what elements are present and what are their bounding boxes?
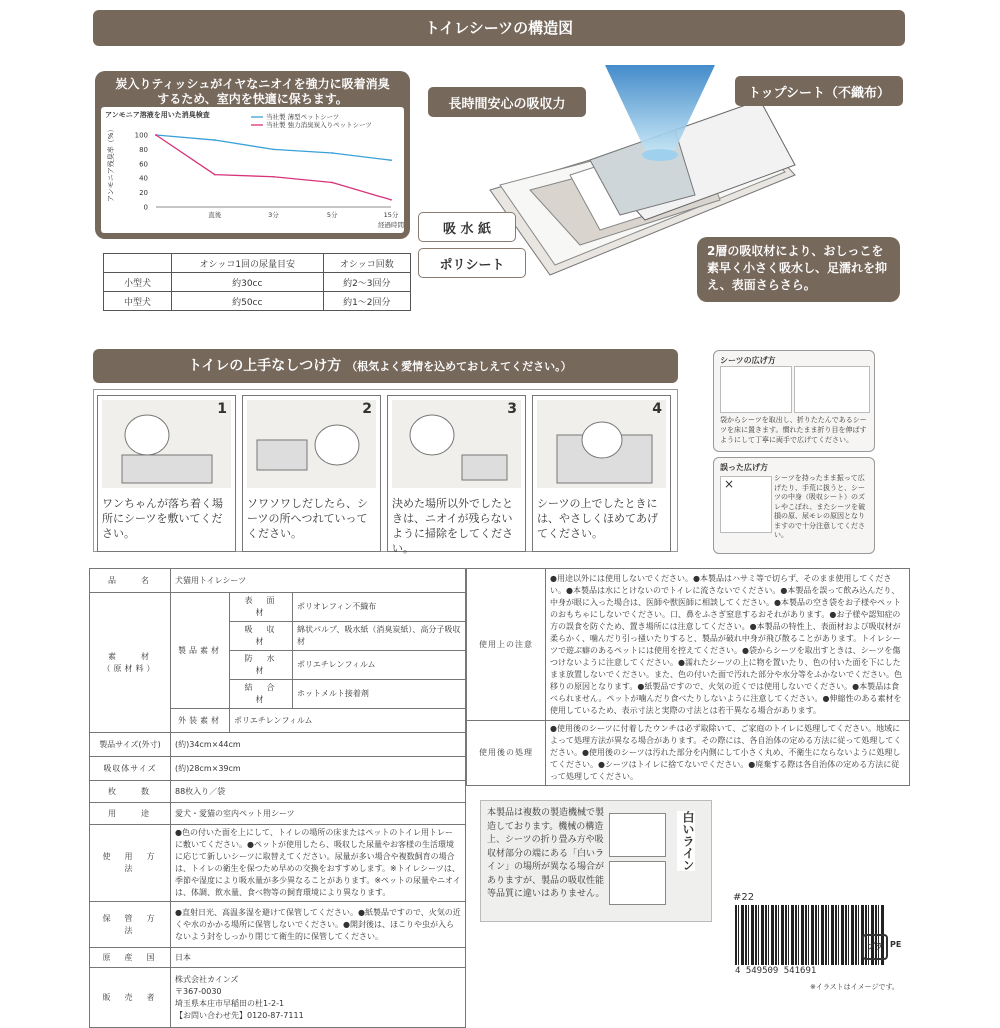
urine-table-header: オシッコ回数 — [323, 254, 410, 273]
step-number: 4 — [652, 401, 662, 417]
dog-illustration — [392, 400, 521, 488]
y-tick-label: 20 — [139, 189, 148, 198]
spec-label: 使用後の処理 — [467, 721, 546, 786]
spec-value: 88枚入り／袋 — [171, 781, 466, 803]
recycle-mark-text: プラ — [867, 942, 883, 951]
table-cell: 約2〜3回分 — [323, 273, 410, 292]
step-text: ワンちゃんが落ち着く場所にシーツを敷いてください。 — [102, 497, 223, 540]
x-tick-label: 15分 — [383, 211, 399, 219]
spec-label: 吸収体サイズ — [90, 757, 171, 781]
white-line-notice — [480, 800, 712, 922]
seller-postal: 〒367-0030 — [175, 986, 222, 996]
spec-label: 表 面 材 — [230, 593, 293, 622]
data-point — [214, 139, 216, 141]
spec-label: 販 売 者 — [90, 968, 171, 1028]
step-number: 3 — [507, 401, 517, 417]
training-title-bar — [93, 349, 678, 383]
step-number: 2 — [362, 401, 372, 417]
seller-address: 埼玉県本庄市早稲田の杜1-2-1 — [175, 998, 285, 1008]
spec-value: 綿状パルプ、吸水紙（消臭炭紙）、高分子吸収材 — [293, 622, 466, 651]
data-point — [273, 176, 275, 178]
spec-value: ポリオレフィン不織布 — [293, 593, 466, 622]
spec-label: 使 用 方 法 — [90, 825, 171, 902]
x-tick-label: 3分 — [268, 211, 279, 219]
spec-label: 枚 数 — [90, 781, 171, 803]
dog-illustration — [102, 400, 231, 488]
spec-label: 品 名 — [90, 569, 171, 593]
urine-table-header: オシッコ1回の尿量目安 — [172, 254, 324, 273]
training-step-1 — [97, 395, 236, 552]
y-axis-label: アンモニア残臭率（%） — [107, 125, 115, 202]
spec-value: ポリエチレンフィルム — [293, 651, 466, 680]
series-line — [156, 135, 391, 200]
spec-label: 外装素材 — [171, 709, 230, 733]
spread-illustration — [720, 366, 792, 413]
y-tick-label: 80 — [139, 145, 148, 154]
x-tick-label: 5分 — [326, 211, 338, 219]
spec-label: 結 合 材 — [230, 680, 293, 709]
material-sub-label: （原材料） — [102, 663, 158, 673]
table-cell: 中型犬 — [104, 292, 172, 311]
recycle-mark-icon — [862, 934, 888, 960]
y-tick-label: 100 — [134, 131, 148, 140]
wrong-spread-panel — [713, 457, 875, 554]
seller-contact: 【お問い合わせ先】0120-87-7111 — [175, 1010, 304, 1020]
spec-table-left — [89, 568, 466, 1028]
spec-value: (約)34cm×44cm — [171, 733, 466, 757]
spec-value: 犬猫用トイレシーツ — [171, 569, 466, 593]
product-code: #22 — [733, 892, 755, 903]
spec-label: 用 途 — [90, 803, 171, 825]
top-sheet-label: トップシート（不織布） — [735, 76, 903, 106]
training-step-4 — [532, 395, 671, 552]
training-subtitle: （根気よく愛情を込めておしえてください。） — [346, 360, 572, 373]
spec-value: 愛犬・愛猫の室内ペット用シーツ — [171, 803, 466, 825]
step-text: 決めた場所以外でしたときは、ニオイが残らないように掃除をしてください。 — [392, 497, 513, 555]
chart-panel — [101, 107, 404, 233]
data-point — [273, 149, 275, 151]
data-point — [331, 152, 333, 154]
illustration-note: ※イラストはイメージです。 — [810, 983, 899, 991]
table-cell: 小型犬 — [104, 273, 172, 292]
deodor-panel — [95, 71, 410, 239]
training-step-3 — [387, 395, 526, 555]
table-cell: 約1〜2回分 — [323, 292, 410, 311]
urine-table-header — [104, 254, 172, 273]
data-point — [331, 182, 333, 184]
spec-label: 製品素材 — [171, 593, 230, 709]
legend-label: 当社製 強力消臭炭入りペットシーツ — [266, 121, 372, 129]
y-tick-label: 0 — [143, 203, 148, 212]
sheet-diagram — [609, 813, 666, 857]
step-text: ソワソワしだしたら、シーツの所へつれていってください。 — [247, 497, 368, 540]
urine-table — [103, 253, 411, 311]
x-tick-label: 直後 — [208, 211, 222, 219]
spread-text: 袋からシーツを取出し、折りたたんであるシーツを床に置きます。慣れたまま折り目を伸ばすようにして丁寧に両手で広げてください。 — [720, 416, 867, 444]
spec-value: ●色の付いた面を上にして、トイレの場所の床またはペットのトイレ用トレーに敷いてください。●ペットが使用したら、吸収した尿量やお客様の生活環境に応じて新しいシーツに取替えてください。尿量が多い場合や複数飼育の場合は、トイレの衛生を保つため早めの交換をおすすめします。※トイレシーツは、季節や湿度により吸水量が多少異なることがあります。※ペットの尿量やニオイは、体調、飲水量、食べ物等の飼育環境により異なります。 — [171, 825, 466, 902]
dog-illustration — [537, 400, 666, 488]
recycle-sub: PE — [890, 940, 902, 949]
wrong-spread-illustration — [720, 476, 772, 533]
seller-name: 株式会社カインズ — [175, 974, 239, 984]
spec-label — [90, 593, 171, 733]
chart-title: アンモニア溶液を用いた消臭検査 — [105, 111, 210, 119]
data-point — [155, 134, 157, 136]
spec-value: 日本 — [171, 948, 466, 968]
training-title: トイレの上手なしつけ方 — [188, 358, 342, 374]
spec-value: ●用途以外には使用しないでください。●本製品はハサミ等で切らず、そのまま使用してください。●本製品は水にとけないのでトイレに流さないでください。●本製品を誤って飲み込んだり、中身が眼に入った場合は、医師や獣医師に相談してください。●本製品の空き袋をお子様やペットのおもちゃにしないでください。口、鼻をふさぎ窒息するおそれがあります。●お子様や認知症の方の誤食を防ぐため、置き場所には注意してください。●本製品の特性上、表面材および吸収材が柔らかく、噛んだり引っ掻いたりすると、製品が破れ中身が飛び散ることがあります。トイレシーツで遊ぶ癖のあるペットには使用を控えてください。●袋からシーツを取出すときは、シーツを傷つけないように注意してください。●濡れたシーツの上に物を置いたり、色の付いた面を下にしたまま放置しないでください。また、色の付いた面で汚れた部分や水分等をふかないでください。色移りの原因となります。●紙製品ですので、火気の近くでは使用しないでください。●本製品は食べられません。ペットが噛んだり食べたりしないように注意してください。●伸縮性のある素材を使用しているため、表示寸法と実際の寸法とは若干異なる場合があります。 — [546, 569, 910, 721]
spread-illustration — [794, 366, 870, 413]
series-line — [156, 135, 391, 160]
data-point — [390, 159, 392, 161]
y-tick-label: 40 — [139, 174, 148, 183]
spec-label: 原 産 国 — [90, 948, 171, 968]
structure-title: トイレシーツの構造図 — [93, 10, 905, 46]
spec-value: ●使用後のシーツに付着したウンチは必ず取除いて、ご家庭のトイレに処理してください。地域によって処理方法が異なる場合があります。その際には、各自治体の定める方法に従って処理してください。●使用後のシーツは汚れた部分を内側にして小さく丸め、不衛生にならないように処理してください。●シーツはトイレに捨てないでください。●廃棄する際は各自治体の定める方法に従って処理してください。 — [546, 721, 910, 786]
white-line-label: 白いライン — [677, 811, 695, 871]
spec-value: ●直射日光、高温多湿を避けて保管してください。●紙製品ですので、火気の近くや水のかかる場所に保管しないでください。●開封後は、ほこりや虫が入らないよう封をしっかり閉じて衛生的に保管してください。 — [171, 902, 466, 948]
cross-mark-icon: × — [724, 477, 735, 491]
white-line-text: 本製品は複数の製造機械で製造しております。機械の構造上、シーツの折り畳み方や吸収材部分の端にある「白いライン」の場所が異なる場合がありますが、製品の吸収性能等品質に違いはありません。 — [487, 808, 605, 899]
deodor-headline: 炭入りティッシュがイヤなニオイを強力に吸着消臭するため、室内を快適に保ちます。 — [115, 77, 390, 106]
spec-value: ホットメルト接着剤 — [293, 680, 466, 709]
spec-value: ポリエチレンフィルム — [230, 709, 466, 733]
legend-label: 当社製 薄型ペットシーツ — [266, 113, 340, 121]
y-tick-label: 60 — [139, 160, 148, 169]
spread-title: シーツの広げ方 — [720, 356, 776, 365]
wrong-spread-text: シーツを持ったまま振って広げたり、手荒に扱うと、シーツの中身（吸収シート）のズレやこぼれ、またシーツを破損の原、尿モレの原因となりますので十分注意してください。 — [774, 474, 866, 539]
two-layer-panel: 2層の吸収材により、おしっこを素早く小さく吸水し、足濡れを抑え、表面さらさら。 — [697, 237, 900, 302]
sheet-diagram — [609, 861, 666, 905]
data-point — [214, 174, 216, 176]
dog-illustration — [247, 400, 376, 488]
absorb-paper-label: 吸 水 紙 — [418, 212, 516, 242]
spec-value: (約)28cm×39cm — [171, 757, 466, 781]
spread-panel — [713, 350, 875, 452]
table-cell: 約50cc — [172, 292, 324, 311]
deodor-chart — [101, 107, 404, 233]
material-label: 素 材 — [108, 651, 152, 661]
table-cell: 約30cc — [172, 273, 324, 292]
spec-label: 保 管 方 法 — [90, 902, 171, 948]
step-text: シーツの上でしたときには、やさしくほめてあげてください。 — [537, 497, 658, 540]
wrong-spread-title: 誤った広げ方 — [720, 463, 768, 472]
x-axis-label: 経過時間 — [378, 221, 404, 229]
spec-label: 防 水 材 — [230, 651, 293, 680]
spec-label: 吸 収 材 — [230, 622, 293, 651]
training-step-2 — [242, 395, 381, 552]
spec-value — [171, 968, 466, 1028]
step-number: 1 — [217, 401, 227, 417]
poly-sheet-label: ポリシート — [418, 248, 526, 278]
barcode-number: 4 549509 541691 — [735, 966, 817, 976]
long-absorb-label: 長時間安心の吸収力 — [428, 87, 586, 117]
spec-label: 製品サイズ(外寸) — [90, 733, 171, 757]
spec-table-right — [466, 568, 910, 786]
data-point — [390, 199, 392, 201]
spec-label: 使用上の注意 — [467, 569, 546, 721]
